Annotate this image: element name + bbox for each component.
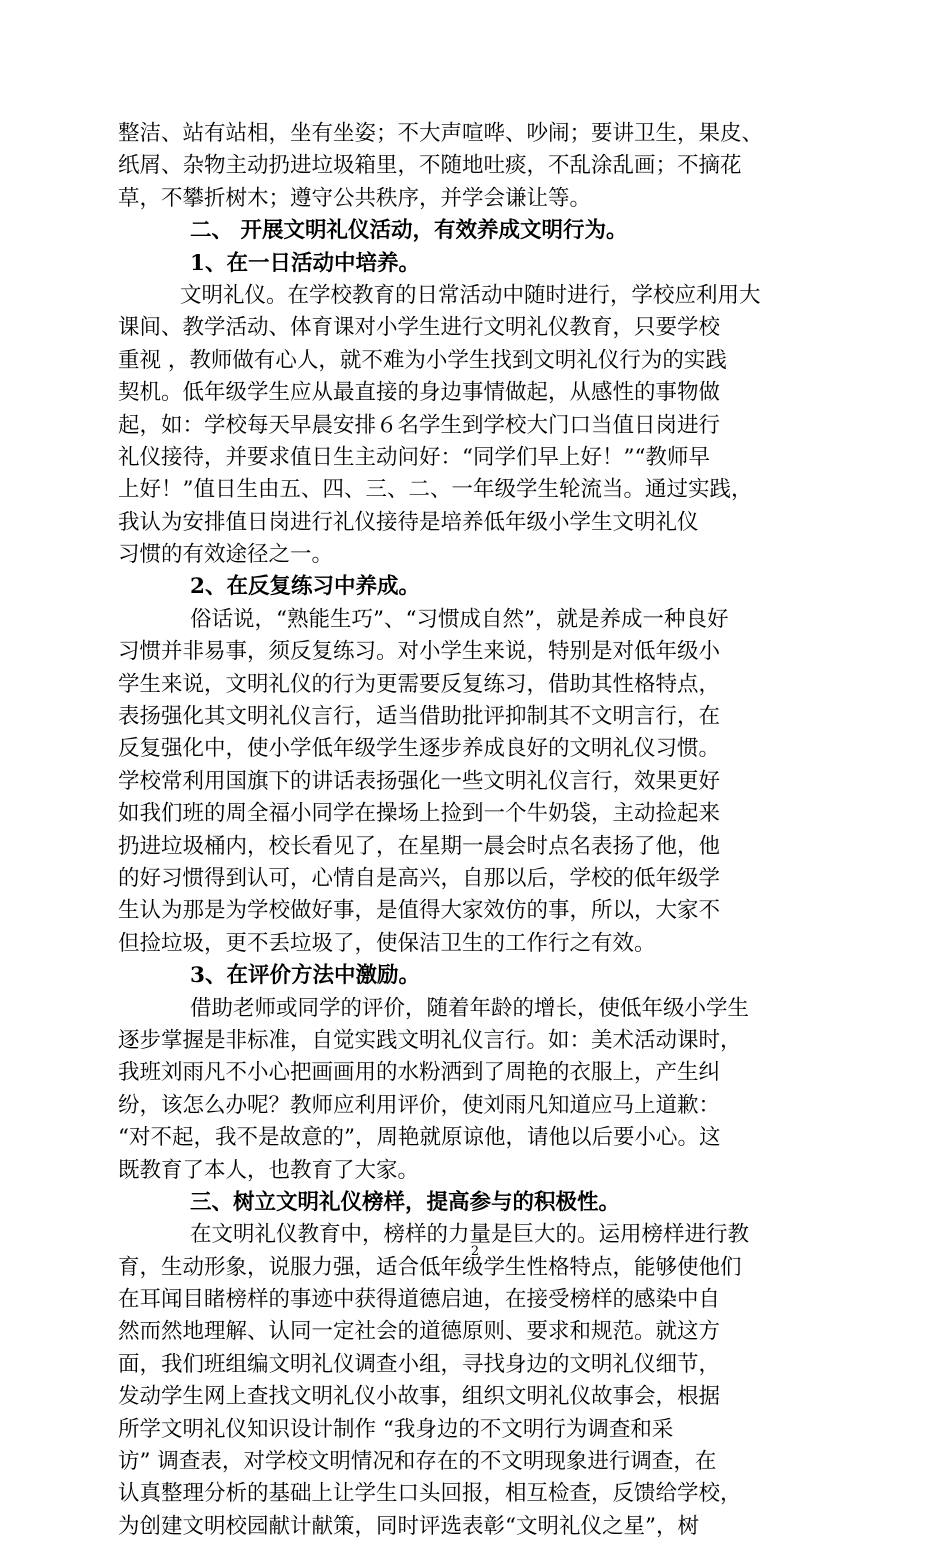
body-text-line: 学校常利用国旗下的讲话表扬强化一些文明礼仪言行，效果更好 (118, 768, 721, 794)
body-text-line: 文明礼仪。在学校教育的日常活动中随时进行，学校应利用大 (180, 282, 761, 308)
body-text-line: 纸屑、杂物主动扔进垃圾箱里，不随地吐痰，不乱涂乱画；不摘花 (118, 153, 742, 179)
body-text-line: 为创建文明校园献计献策，同时评选表彰“文明礼仪之星”，树 (118, 1513, 699, 1539)
body-text-line: 的好习惯得到认可，心情自是高兴，自那以后，学校的低年级学 (118, 865, 721, 891)
section-heading-line: 三、树立文明礼仪榜样，提高参与的积极性。 (190, 1189, 621, 1215)
section-heading-line: 1、在一日活动中培养。 (190, 250, 420, 276)
body-text-line: 发动学生网上查找文明礼仪小故事，组织文明礼仪故事会，根据 (118, 1384, 721, 1410)
document-page (118, 118, 824, 1543)
body-text-line: 我认为安排值日岗进行礼仪接待是培养低年级小学生文明礼仪 (118, 509, 699, 535)
body-text-line: 反复强化中，使小学低年级学生逐步养成良好的文明礼仪习惯。 (118, 736, 721, 762)
body-text-line: 在耳闻目睹榜样的事迹中获得道德启迪，在接受榜样的感染中自 (118, 1287, 721, 1313)
body-text-line: 学生来说，文明礼仪的行为更需要反复练习，借助其性格特点， (118, 671, 721, 697)
section-heading-line: 二、 开展文明礼仪活动，有效养成文明行为。 (190, 218, 628, 244)
body-text-line: 习惯并非易事，须反复练习。对小学生来说，特别是对低年级小 (118, 639, 721, 665)
section-heading-line: 2、在反复练习中养成。 (190, 574, 420, 600)
body-text-line: 表扬强化其文明礼仪言行，适当借助批评抑制其不文明言行，在 (118, 704, 721, 730)
body-text-line: 纷，该怎么办呢？教师应利用评价，使刘雨凡知道应马上道歉： (118, 1092, 721, 1118)
body-text-line: 生认为那是为学校做好事，是值得大家效仿的事，所以，大家不 (118, 898, 721, 924)
body-text-line: 在文明礼仪教育中，榜样的力量是巨大的。运用榜样进行教 (190, 1222, 750, 1248)
body-text-line: 重视 ，教师做有心人，就不难为小学生找到文明礼仪行为的实践 (118, 347, 727, 373)
body-text-line: 习惯的有效途径之一。 (118, 542, 334, 568)
body-text-line: 但捡垃圾，更不丢垃圾了，使保洁卫生的工作行之有效。 (118, 930, 656, 956)
body-text-line: 整洁、站有站相，坐有坐姿；不大声喧哗、吵闹；要讲卫生，果皮、 (118, 121, 764, 146)
body-text-line: 认真整理分析的基础上让学生口头回报，相互检查，反馈给学校， (118, 1481, 742, 1507)
body-text-line: 契机。低年级学生应从最直接的身边事情做起，从感性的事物做 (118, 380, 721, 406)
section-heading-line: 3、在评价方法中激励。 (190, 963, 420, 989)
body-text-line: 育，生动形象，说服力强，适合低年级学生性格特点，能够使他们 (118, 1254, 742, 1280)
body-text-line: 如我们班的周全福小同学在操场上捡到一个牛奶袋，主动捡起来 (118, 801, 721, 827)
body-text-line: 扔进垃圾桶内，校长看见了，在星期一晨会时点名表扬了他，他 (118, 833, 721, 859)
body-text-line: 面，我们班组编文明礼仪调查小组，寻找身边的文明礼仪细节， (118, 1351, 721, 1377)
body-text-line: 访” 调查表，对学校文明情况和存在的不文明现象进行调查，在 (118, 1449, 717, 1475)
page-number: 2 (470, 1244, 480, 1259)
body-text-line: 起，如：学校每天早晨安排６名学生到学校大门口当值日岗进行 (118, 412, 721, 438)
body-text-line: 上好！”值日生由五、四、三、二、一年级学生轮流当。通过实践， (118, 477, 753, 503)
body-text-line: 然而然地理解、认同一定社会的道德原则、要求和规范。就这方 (118, 1319, 721, 1345)
body-text-line: 俗话说，“熟能生巧”、“习惯成自然”，就是养成一种良好 (190, 606, 729, 632)
body-text-line: 所学文明礼仪知识设计制作 “我身边的不文明行为调查和采 (118, 1416, 674, 1442)
body-text-line: 课间、教学活动、体育课对小学生进行文明礼仪教育，只要学校 (118, 315, 721, 341)
body-text-line: 逐步掌握是非标准，自觉实践文明礼仪言行。如：美术活动课时， (118, 1027, 742, 1053)
body-text-line: “对不起，我不是故意的”，周艳就原谅他，请他以后要小心。这 (118, 1125, 721, 1151)
body-text-line: 我班刘雨凡不小心把画画用的水粉洒到了周艳的衣服上，产生纠 (118, 1060, 721, 1086)
body-text-line: 借助老师或同学的评价，随着年龄的增长，使低年级小学生 (190, 995, 750, 1021)
body-text-line: 草，不攀折树木；遵守公共秩序，并学会谦让等。 (118, 185, 592, 211)
body-text-line: 既教育了本人，也教育了大家。 (118, 1157, 420, 1183)
body-text-line: 礼仪接待，并要求值日生主动问好：“同学们早上好！”“教师早 (118, 444, 710, 470)
